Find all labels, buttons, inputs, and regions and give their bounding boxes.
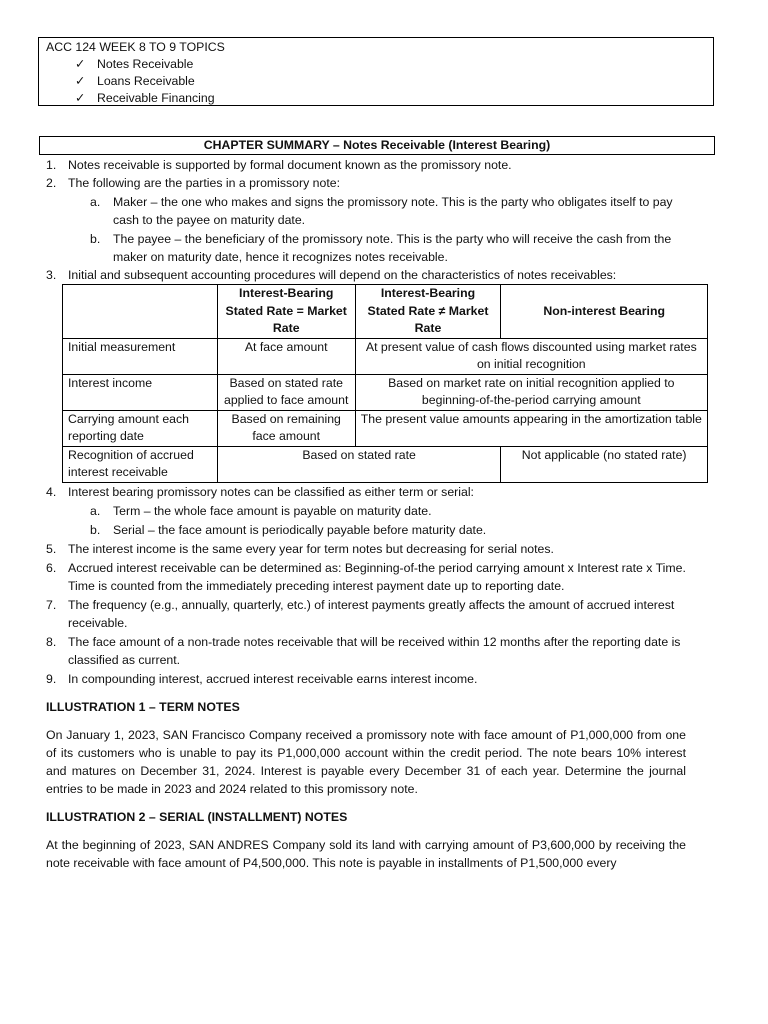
summary-content: [46, 156, 702, 872]
illustration-1-text: On January 1, 2023, SAN Francisco Company received a promissory note with face amount of P1,000,000 from one of its customers who is unable to pay its P1,000,000 account within the credit period. The note bears 10% interest and matures on December 31, 2024. Interest is payable every December 31 of each year. Determine the journal entries to be made in 2023 and 2024 related to this promissory note.: [46, 727, 686, 796]
illustration-2-text: At the beginning of 2023, SAN ANDRES Company sold its land with carrying amount of P3,600,000 by receiving the note receivable with face amount of P4,500,000. This note is payable in installments of P1,500,000 every: [46, 837, 686, 870]
table-cell: Based on stated rate: [217, 446, 501, 482]
topic-item: [75, 56, 706, 73]
summary-subitem: [46, 521, 686, 539]
table-cell: The present value amounts appearing in the amortization table: [355, 410, 707, 446]
item-number: 5.: [46, 541, 57, 556]
summary-item: [46, 596, 686, 632]
summary-subitem: [46, 230, 686, 266]
subitem-letter: a.: [90, 503, 101, 518]
summary-item: [46, 540, 686, 558]
item-number: 8.: [46, 634, 57, 649]
table-row: [63, 338, 708, 374]
topic-label: Loans Receivable: [97, 74, 195, 88]
topic-label: Notes Receivable: [97, 57, 194, 71]
row-label: Recognition of accrued interest receivable: [63, 446, 218, 482]
row-label: Initial measurement: [63, 338, 218, 374]
table-row: [63, 374, 708, 410]
table-cell: At present value of cash flows discounted using market rates on initial recognition: [355, 338, 707, 374]
item-number: 4.: [46, 484, 57, 499]
chapter-summary-title: CHAPTER SUMMARY – Notes Receivable (Interest Bearing): [39, 136, 715, 155]
summary-item: [46, 670, 686, 688]
table-header-cell: Interest-Bearing Stated Rate ≠ Market Rate: [355, 285, 501, 339]
item-number: 3.: [46, 268, 57, 282]
item-text: The frequency (e.g., annually, quarterly, etc.) of interest payments greatly affects the amount of accrued interest receivable.: [68, 597, 675, 630]
table-row: [63, 446, 708, 482]
check-icon: ✓: [75, 91, 86, 105]
topic-item: [75, 73, 706, 90]
check-icon: ✓: [75, 74, 86, 88]
table-cell: Based on remaining face amount: [217, 410, 355, 446]
summary-item: [46, 174, 686, 192]
check-icon: ✓: [75, 57, 86, 71]
item-text: In compounding interest, accrued interest receivable earns interest income.: [68, 671, 478, 686]
topics-box: [38, 37, 714, 106]
summary-subitem: [46, 502, 686, 520]
comparison-table: [62, 284, 708, 483]
topic-label: Receivable Financing: [97, 91, 215, 105]
item-number: 1.: [46, 158, 57, 172]
table-header-cell: [63, 285, 218, 339]
table-header-cell: Non-interest Bearing: [501, 285, 708, 339]
summary-subitem: [46, 193, 686, 229]
summary-item: [46, 483, 686, 501]
table-header-row: [63, 285, 708, 339]
topics-title: ACC 124 WEEK 8 TO 9 TOPICS: [46, 40, 225, 54]
item-number: 9.: [46, 671, 57, 686]
summary-item: [46, 633, 686, 669]
item-text: The interest income is the same every year for term notes but decreasing for serial notes.: [68, 541, 554, 556]
item-text: The following are the parties in a promissory note:: [68, 176, 341, 190]
item-number: 7.: [46, 597, 57, 612]
item-text: Initial and subsequent accounting procedures will depend on the characteristics of notes receivables:: [68, 268, 617, 282]
subitem-letter: b.: [90, 232, 101, 246]
item-text: Notes receivable is supported by formal document known as the promissory note.: [68, 158, 512, 172]
table-row: [63, 410, 708, 446]
subitem-text: Term – the whole face amount is payable on maturity date.: [113, 503, 432, 518]
illustration-1-heading: ILLUSTRATION 1 – TERM NOTES: [46, 699, 240, 714]
summary-item: [46, 156, 686, 174]
subitem-letter: b.: [90, 522, 101, 537]
subitem-text: Serial – the face amount is periodically payable before maturity date.: [113, 522, 487, 537]
item-text: The face amount of a non-trade notes receivable that will be received within 12 months after the reporting date is classified as current.: [68, 634, 681, 667]
illustration-2-heading: ILLUSTRATION 2 – SERIAL (INSTALLMENT) NOTES: [46, 809, 348, 824]
row-label: Interest income: [63, 374, 218, 410]
topic-item: [75, 90, 706, 107]
item-number: 6.: [46, 560, 57, 575]
subitem-text: The payee – the beneficiary of the promissory note. This is the party who will receive the cash from the maker on maturity date, hence it recognizes notes receivable.: [113, 232, 672, 264]
subitem-letter: a.: [90, 195, 101, 209]
item-text: Accrued interest receivable can be determined as: Beginning-of-the period carrying amount x Interest rate x Time. Time is counted from the immediately preceding interest payment date up to reporting date.: [68, 560, 686, 593]
summary-item: [46, 266, 686, 284]
summary-item: [46, 559, 686, 595]
table-cell: Based on stated rate applied to face amount: [217, 374, 355, 410]
subitem-text: Maker – the one who makes and signs the promissory note. This is the party who obligates itself to pay cash to the payee on maturity date.: [113, 195, 673, 227]
item-text: Interest bearing promissory notes can be classified as either term or serial:: [68, 484, 474, 499]
table-cell: At face amount: [217, 338, 355, 374]
row-label: Carrying amount each reporting date: [63, 410, 218, 446]
table-cell: Not applicable (no stated rate): [501, 446, 708, 482]
table-cell: Based on market rate on initial recognition applied to beginning-of-the-period carrying amount: [355, 374, 707, 410]
topics-list: [46, 56, 706, 107]
item-number: 2.: [46, 176, 57, 190]
table-header-cell: Interest-Bearing Stated Rate = Market Rate: [217, 285, 355, 339]
